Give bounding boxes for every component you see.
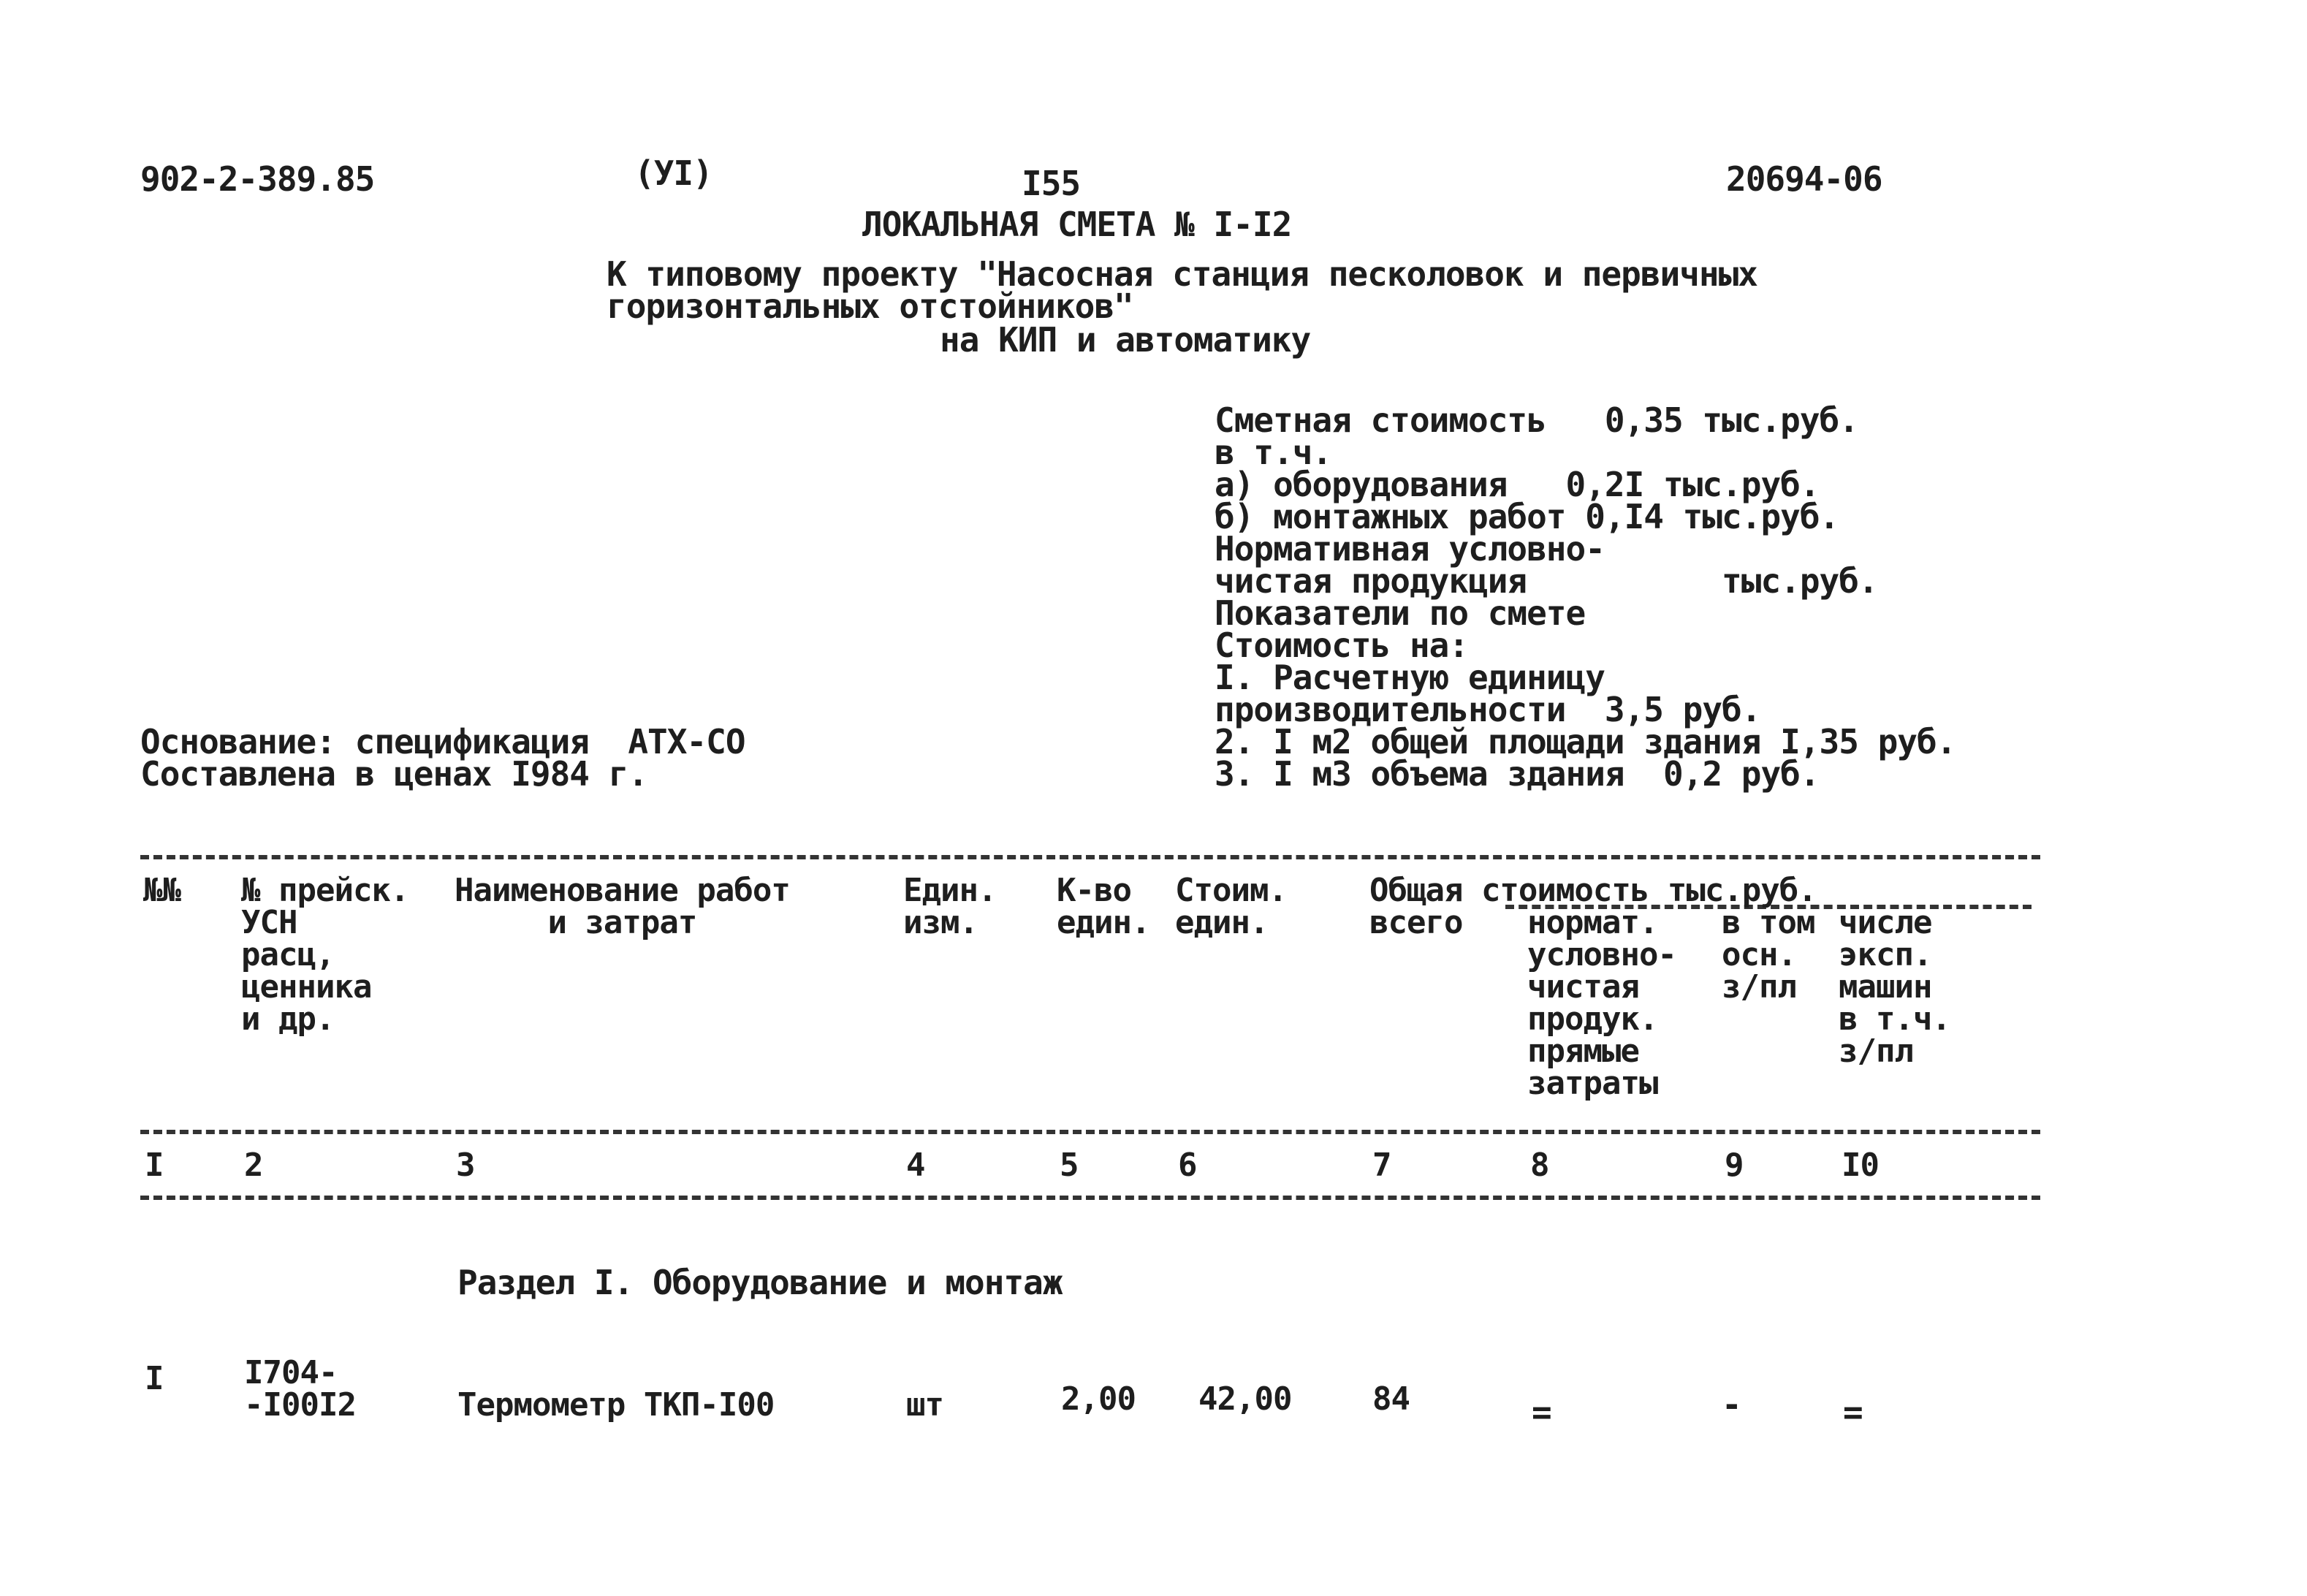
subtitle-line-3: на КИП и автоматику xyxy=(940,320,1311,360)
header-col-4-line: Един. xyxy=(903,872,997,909)
header-col-6-line: един. xyxy=(1175,904,1269,941)
header-col-2-line: УСН xyxy=(241,904,297,941)
summary-line: Сметная стоимость 0,35 тыс.руб. xyxy=(1215,400,1858,440)
row-unit: шт xyxy=(906,1386,943,1424)
header-col-8-line: затраты xyxy=(1527,1065,1658,1102)
row-name: Термометр ТКП-I00 xyxy=(457,1386,775,1424)
header-col-3-line: Наименование работ xyxy=(455,872,790,909)
summary-line: 3. I м3 объема здания 0,2 руб. xyxy=(1215,754,1820,794)
header-col-9-line: осн. xyxy=(1722,936,1796,973)
column-number: 5 xyxy=(1060,1147,1079,1184)
header-bottom-rule xyxy=(140,1130,2040,1134)
header-col-10-line: числе xyxy=(1839,904,1932,941)
header-col-1: №№ xyxy=(143,872,180,909)
column-number: I xyxy=(145,1147,164,1184)
page-number: I55 xyxy=(1022,164,1081,203)
summary-line: б) монтажных работ 0,I4 тыс.руб. xyxy=(1215,497,1839,536)
header-col-8-line: прямые xyxy=(1527,1033,1639,1070)
header-col-7: всего xyxy=(1369,904,1463,941)
header-col-3-line: и затрат xyxy=(455,904,697,941)
document-code-left: 902-2-389.85 xyxy=(140,159,375,199)
summary-line: Стоимость на: xyxy=(1215,626,1469,665)
summary-line: Нормативная условно- xyxy=(1215,529,1605,569)
column-number: 4 xyxy=(906,1147,925,1184)
header-col-7-group: Общая стоимость тыс.руб. xyxy=(1369,872,1817,909)
header-col-10-line: эксп. xyxy=(1839,936,1932,973)
header-col-9-line: в том xyxy=(1722,904,1815,941)
column-number: I0 xyxy=(1842,1147,1879,1184)
summary-line: производительности 3,5 руб. xyxy=(1215,690,1761,729)
header-col-8-line: чистая xyxy=(1527,968,1639,1006)
column-number: 9 xyxy=(1725,1147,1744,1184)
column-number-bottom-rule xyxy=(140,1196,2040,1200)
row-col-8-mark: = xyxy=(1532,1392,1552,1432)
basis-line-2: Составлена в ценах I984 г. xyxy=(140,754,648,794)
subtitle-line-2: горизонтальных отстойников" xyxy=(607,286,1133,326)
summary-line: чистая продукция тыс.руб. xyxy=(1215,561,1878,601)
column-number: 3 xyxy=(456,1147,475,1184)
summary-line: I. Расчетную единицу xyxy=(1215,658,1605,697)
header-col-8-line: нормат. xyxy=(1527,904,1658,941)
header-col-8-line: условно- xyxy=(1527,936,1676,973)
header-col-5-line: един. xyxy=(1057,904,1150,941)
summary-line: в т.ч. xyxy=(1215,433,1332,472)
header-col-10-line: в т.ч. xyxy=(1839,1000,1950,1038)
row-total: 84 xyxy=(1372,1380,1410,1418)
header-col-2-line: расц, xyxy=(241,936,335,973)
volume-number: (УI) xyxy=(634,153,712,193)
section-title: Раздел I. Оборудование и монтаж xyxy=(457,1263,1063,1302)
header-col-2-line: № прейск. xyxy=(241,872,409,909)
summary-line: 2. I м2 общей площади здания I,35 руб. xyxy=(1215,722,1956,761)
header-col-8-line: продук. xyxy=(1527,1000,1658,1038)
column-number: 6 xyxy=(1178,1147,1197,1184)
header-col-2-line: и др. xyxy=(241,1000,335,1038)
summary-line: Показатели по смете xyxy=(1215,593,1586,633)
row-quantity: 2,00 xyxy=(1061,1380,1136,1418)
basis-line-1: Основание: спецификация АТХ-СО xyxy=(140,722,745,761)
header-col-2-line: ценника xyxy=(241,968,372,1006)
column-number: 8 xyxy=(1530,1147,1549,1184)
document-code-right: 20694-06 xyxy=(1726,159,1882,199)
header-col-10-line: машин xyxy=(1839,968,1932,1006)
table-top-rule xyxy=(140,855,2040,859)
header-col-10-line: з/пл xyxy=(1839,1033,1913,1070)
header-col-6-line: Стоим. xyxy=(1175,872,1287,909)
row-col-9-mark: - xyxy=(1722,1385,1742,1424)
header-col-4-line: изм. xyxy=(903,904,978,941)
document-title: ЛОКАЛЬНАЯ СМЕТА № I-I2 xyxy=(862,205,1292,244)
summary-line: а) оборудования 0,2I тыс.руб. xyxy=(1215,465,1820,504)
row-unit-cost: 42,00 xyxy=(1198,1380,1292,1418)
row-code-line-2: -I00I2 xyxy=(244,1386,356,1424)
header-col-9-line: з/пл xyxy=(1722,968,1796,1006)
header-col-5-line: К-во xyxy=(1057,872,1131,909)
row-code-line-1: I704- xyxy=(244,1354,338,1391)
subtitle-line-1: К типовому проекту "Насосная станция песколовок и первичных xyxy=(607,254,1757,294)
column-number: 7 xyxy=(1372,1147,1391,1184)
column-number: 2 xyxy=(244,1147,263,1184)
row-col-10-mark: = xyxy=(1843,1392,1863,1432)
row-number: I xyxy=(145,1360,164,1397)
